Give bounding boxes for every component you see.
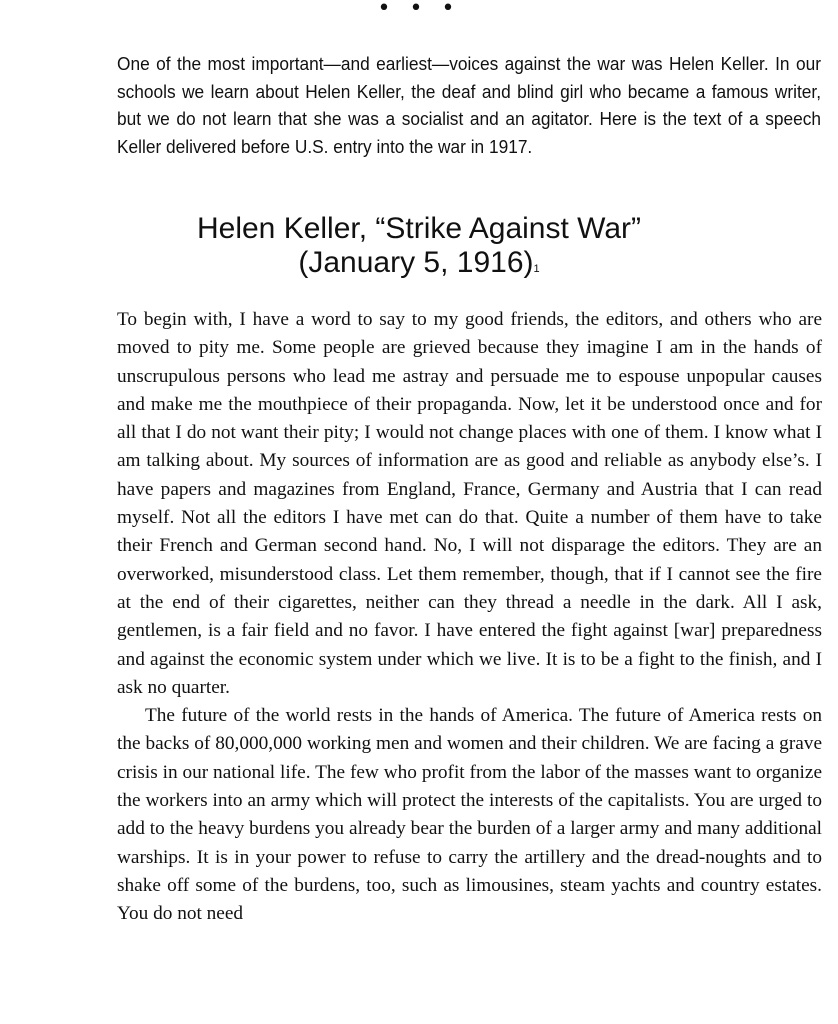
section-ornament: • • •: [377, 0, 461, 21]
intro-paragraph: One of the most important—and earliest—voices against the war was Helen Keller. In our schools we learn about Helen Keller, the deaf and blind girl who became a famous writer, but we do not learn that she was a socialist and an agitator. Here is the text of a speech Keller delivered before U.S. entry into the war in 1917.: [117, 53, 822, 157]
title-line-2: [0, 246, 838, 280]
speech-paragraph-2: The future of the world rests in the hands of America. The future of America rests on the backs of 80,000,000 working men and women and their children. We are facing a grave crisis in our national life. The few who profit from the labor of the masses want to organize the workers into an army which will protect the interests of the capitalists. You are urged to add to the heavy burdens you already bear the burden of a larger army and many additional warships. It is in your power to refuse to carry the artillery and the dread-noughts and to shake off some of the burdens, too, such as limousines, steam yachts and country estates. You do not need: [117, 705, 822, 925]
speech-title: [0, 212, 838, 280]
speech-body: [117, 306, 822, 929]
title-date: (January 5, 1916): [298, 246, 534, 279]
title-line-1: Helen Keller, “Strike Against War”: [196, 212, 642, 245]
footnote-marker: 1: [533, 263, 540, 275]
speech-paragraph-1: To begin with, I have a word to say to my good friends, the editors, and others who are moved to pity me. Some people are grieved because they imagine I am in the hands of unscrupulous persons who lead me astray and persuade me to espouse unpopular causes and make me the mouthpiece of their propaganda. Now, let it be understood once and for all that I do not want their pity; I would not change places with one of them. I know what I am talking about. My sources of information are as good and reliable as anybody else’s. I have papers and magazines from England, France, Germany and Austria that I can read myself. Not all the editors I have met can do that. Quite a number of them have to take their French and German second hand. No, I will not disparage the editors. They are an overworked, misunderstood class. Let them remember, though, that if I cannot see the fire at the end of their cigarettes, neither can they thread a needle in the dark. All I ask, gentlemen, is a fair field and no favor. I have entered the fight against [war] preparedness and against the economic system under which we live. It is to be a fight to the finish, and I ask no quarter.: [117, 309, 822, 698]
